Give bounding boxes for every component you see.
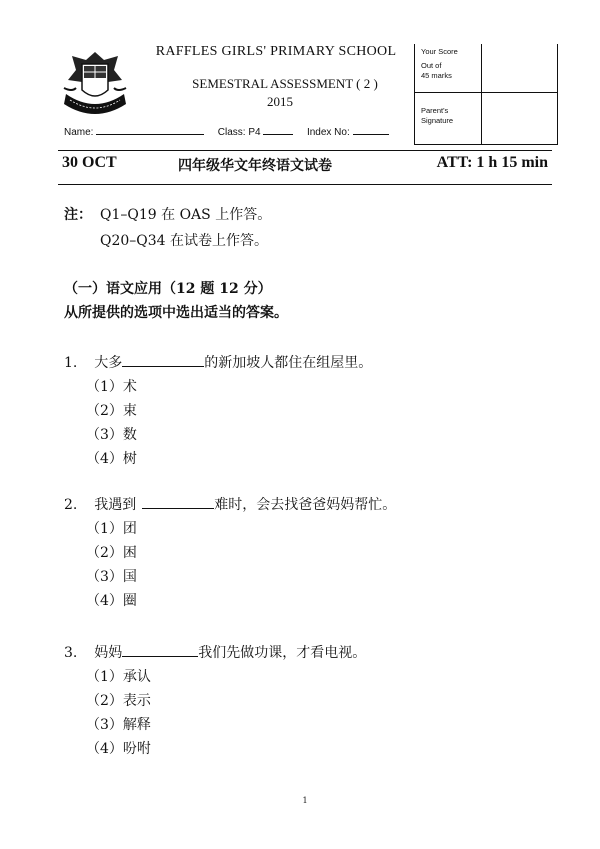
header-rule-top (58, 150, 552, 151)
q2-option-1: （1）团 (86, 521, 137, 537)
question-stem-before: 大多 (94, 355, 123, 371)
q2-option-2: （2）困 (86, 545, 137, 561)
total-marks-label: 45 marks (421, 71, 452, 80)
score-box (414, 44, 558, 145)
name-label: Name: (64, 127, 94, 138)
name-field[interactable] (96, 124, 204, 135)
header-rule-bottom (58, 184, 552, 185)
school-name: RAFFLES GIRLS' PRIMARY SCHOOL (155, 44, 397, 59)
page-number: 1 (302, 796, 308, 805)
assessment-year: 2015 (267, 94, 293, 109)
answer-blank (142, 496, 214, 509)
question-number: 3. (64, 645, 78, 661)
q2-option-3: （3）国 (86, 569, 137, 585)
q1-option-1: （1）术 (86, 379, 137, 395)
out-of-label: Out of (421, 61, 442, 70)
q1-option-3: （3）数 (86, 427, 137, 443)
question-number: 2. (64, 497, 78, 513)
instruction-line-2: Q20–Q34 在试卷上作答。 (100, 233, 269, 249)
q2-option-4: （4）圈 (86, 593, 137, 609)
instruction-line-1: Q1–Q19 在 OAS 上作答。 (100, 207, 272, 223)
section-heading: （一）语文应用（12 题 12 分） (64, 281, 272, 297)
school-crest-logo (60, 50, 130, 124)
note-prefix: 注： (64, 207, 92, 223)
class-label: Class: P4 (217, 127, 261, 138)
section-instruction: 从所提供的选项中选出适当的答案。 (64, 305, 288, 321)
assessment-title: SEMESTRAL ASSESSMENT ( 2 ) (192, 76, 378, 91)
question-stem-before: 妈妈 (94, 645, 123, 661)
question-stem-after: 我们先做功课，才看电视。 (198, 645, 367, 661)
q3-option-3: （3）解释 (86, 717, 151, 733)
paper-title: 四年级华文年终语文试卷 (178, 158, 332, 174)
student-id-line (64, 124, 389, 138)
question-stem-after: 难时，会去找爸爸妈妈帮忙。 (214, 497, 397, 513)
your-score-label: Your Score (421, 47, 458, 56)
q3-option-1: （1）承认 (86, 669, 151, 685)
exam-date: 30 OCT (62, 154, 117, 171)
q3-option-4: （4）吩咐 (86, 741, 151, 757)
answer-blank (122, 644, 198, 657)
title-bar (62, 154, 548, 176)
class-field[interactable] (263, 124, 293, 135)
question-1 (64, 354, 372, 372)
attention-time: ATT: 1 h 15 min (436, 154, 548, 171)
question-number: 1. (64, 355, 78, 371)
question-2 (64, 496, 396, 514)
question-stem-after: 的新加坡人都住在组屋里。 (204, 355, 373, 371)
answer-blank (122, 354, 204, 367)
index-field[interactable] (353, 124, 389, 135)
index-label: Index No: (306, 127, 350, 138)
q1-option-4: （4）树 (86, 451, 137, 467)
signature-label: Signature (421, 116, 454, 125)
q1-option-2: （2）束 (86, 403, 137, 419)
question-stem-before: 我遇到 (94, 497, 137, 513)
q3-option-2: （2）表示 (86, 693, 151, 709)
question-3 (64, 644, 366, 662)
parents-label: Parent's (421, 106, 449, 115)
